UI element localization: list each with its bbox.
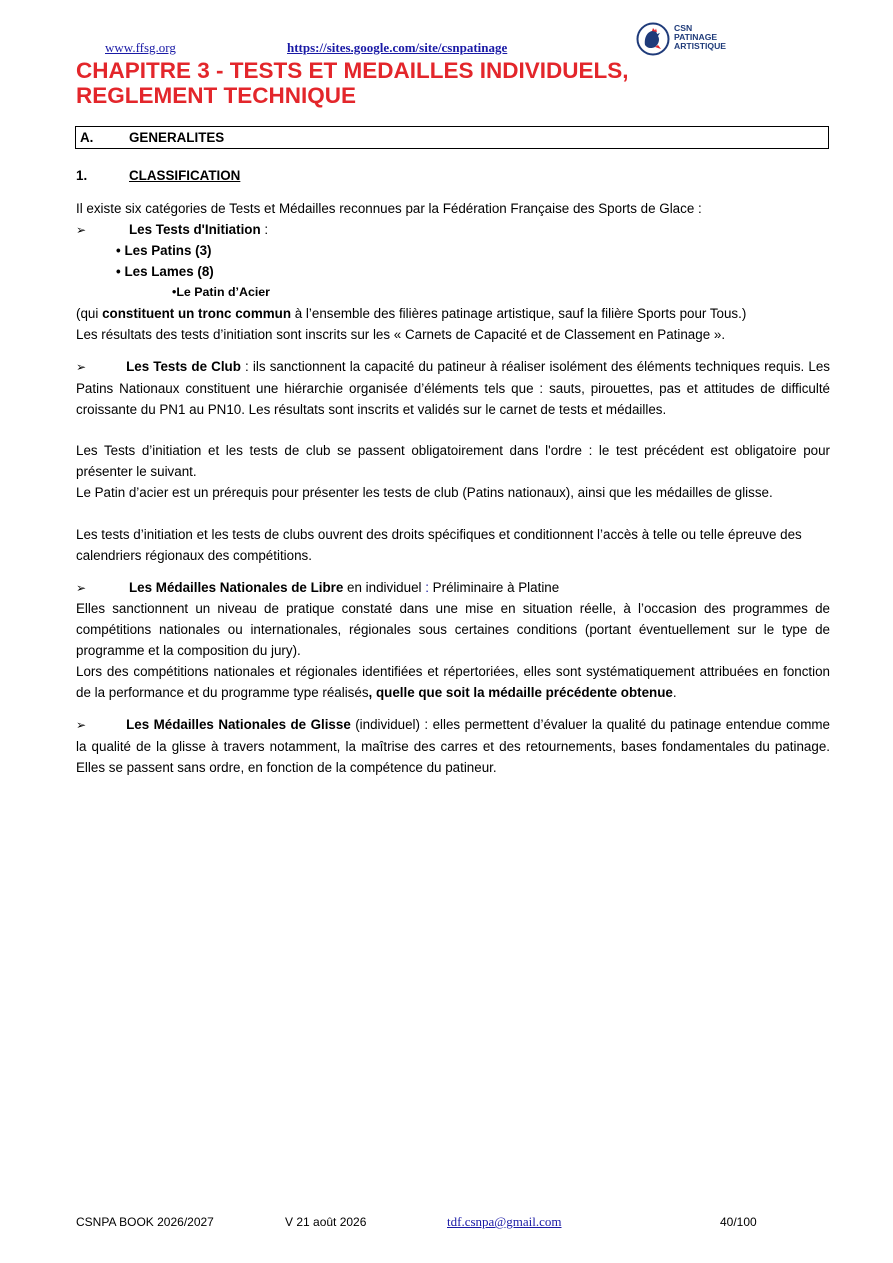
libre-mid: en individuel bbox=[343, 580, 426, 595]
note-bold: constituent un tronc commun bbox=[102, 306, 292, 321]
libre-label: Les Médailles Nationales de Libre bbox=[129, 580, 344, 595]
list-item bbox=[116, 240, 212, 261]
initiation-colon: : bbox=[260, 222, 269, 237]
page-title bbox=[76, 58, 836, 108]
list-item-patins: Les Patins (3) bbox=[124, 243, 212, 258]
logo-text-csn: CSN bbox=[674, 23, 693, 33]
csnpatinage-link[interactable]: https://sites.google.com/site/csnpatinage bbox=[287, 40, 508, 55]
title-line-2: REGLEMENT TECHNIQUE bbox=[76, 83, 357, 108]
list-subitem bbox=[172, 282, 270, 303]
subsection-label: CLASSIFICATION bbox=[129, 168, 241, 183]
footer-page-number: 40/100 bbox=[720, 1215, 757, 1229]
title-line-1: CHAPITRE 3 - TESTS ET MEDAILLES INDIVIDUELS, bbox=[76, 58, 629, 83]
list-item-patin-acier: Le Patin d’Acier bbox=[176, 285, 270, 299]
club-p4: Les tests d’initiation et les tests de clubs ouvrent des droits spécifiques et conditionnent l’accès à telle ou telle épreuve des calendriers régionaux des compétitions. bbox=[76, 527, 802, 563]
libre-rest: Préliminaire à Platine bbox=[428, 580, 560, 595]
round-bullet-icon: • bbox=[116, 243, 121, 258]
libre-p2-pre: Lors des compétitions nationales et régionales identifiées et répertoriées, elles sont systématiquement attribuées en fonction de la performance et du programme type réalisés bbox=[76, 664, 830, 700]
footer-email-link[interactable]: tdf.csnpa@gmail.com bbox=[447, 1214, 562, 1229]
arrow-bullet-icon: ➢ bbox=[76, 581, 87, 595]
csn-logo bbox=[636, 22, 756, 56]
libre-colon: : bbox=[425, 580, 429, 595]
ffsg-rooster-logo-icon bbox=[636, 22, 670, 56]
arrow-bullet-icon: ➢ bbox=[76, 223, 87, 237]
logo-text-patinage: PATINAGE bbox=[674, 32, 718, 42]
libre-p2-bold: , quelle que soit la médaille précédente obtenue bbox=[368, 685, 673, 700]
initiation-bullet bbox=[76, 219, 269, 241]
arrow-bullet-icon: ➢ bbox=[76, 360, 87, 374]
club-text: : ils sanctionnent la capacité du patineur à réaliser isolément des éléments techniques requis. Les Patins Nationaux constituent une hiérarchie organisée d’éléments tels que : sauts, pirouettes, pas et attitudes de difficulté croissante du PN1 au PN10. Les résultats sont inscrits et validés sur le carnet de tests et médailles. bbox=[76, 359, 830, 417]
logo-text-artistique: ARTISTIQUE bbox=[674, 41, 727, 51]
footer-version: V 21 août 2026 bbox=[285, 1215, 367, 1229]
initiation-note bbox=[76, 303, 746, 324]
club-p2: Les Tests d’initiation et les tests de club se passent obligatoirement dans l'ordre : le test précédent est obligatoire pour présenter le suivant. bbox=[76, 443, 830, 479]
ffsg-link[interactable]: www.ffsg.org bbox=[105, 40, 176, 55]
glisse-text: (individuel) : elles permettent d’évaluer la qualité du patinage entendue comme la qualité de la glisse à travers notamment, la maîtrise des carres et des retournements, bases fondamentales du patinage. Elles se passent sans ordre, en fonction de la compétence du patineur. bbox=[76, 717, 830, 775]
subsection-number: 1. bbox=[76, 168, 88, 183]
glisse-label: Les Médailles Nationales de Glisse bbox=[126, 717, 351, 732]
section-header bbox=[75, 126, 829, 149]
club-label: Les Tests de Club bbox=[126, 359, 241, 374]
round-bullet-icon: • bbox=[116, 264, 121, 279]
intro-text: Il existe six catégories de Tests et Médailles reconnues par la Fédération Française des Sports de Glace : bbox=[76, 201, 702, 216]
libre-bullet bbox=[76, 577, 560, 599]
glisse-paragraph bbox=[76, 714, 830, 778]
club-paragraph bbox=[76, 356, 830, 420]
arrow-bullet-icon: ➢ bbox=[76, 718, 87, 732]
footer-book: CSNPA BOOK 2026/2027 bbox=[76, 1215, 214, 1229]
note-pre: (qui bbox=[76, 306, 103, 321]
club-p3: Le Patin d’acier est un prérequis pour présenter les tests de club (Patins nationaux), ainsi que les médailles de glisse. bbox=[76, 485, 773, 500]
libre-p1: Elles sanctionnent un niveau de pratique constaté dans une mise en situation réelle, à l’occasion des programmes de compétitions nationales ou internationales, régionales sous certaines conditions (portant éventuellement sur le type de programme et la composition du jury). bbox=[76, 601, 830, 658]
subsection-header bbox=[76, 168, 241, 183]
initiation-label: Les Tests d'Initiation bbox=[129, 222, 261, 237]
note-post: à l’ensemble des filières patinage artistique, sauf la filière Sports pour Tous.) bbox=[291, 306, 747, 321]
list-item bbox=[116, 261, 214, 282]
list-item-lames: Les Lames (8) bbox=[124, 264, 214, 279]
initiation-results: Les résultats des tests d’initiation sont inscrits sur les « Carnets de Capacité et de Classement en Patinage ». bbox=[76, 327, 726, 342]
round-bullet-icon: • bbox=[172, 285, 177, 299]
libre-p2-post: . bbox=[672, 685, 677, 700]
libre-p2 bbox=[76, 661, 830, 703]
section-number: A. bbox=[80, 130, 94, 145]
section-label: GENERALITES bbox=[129, 130, 225, 145]
